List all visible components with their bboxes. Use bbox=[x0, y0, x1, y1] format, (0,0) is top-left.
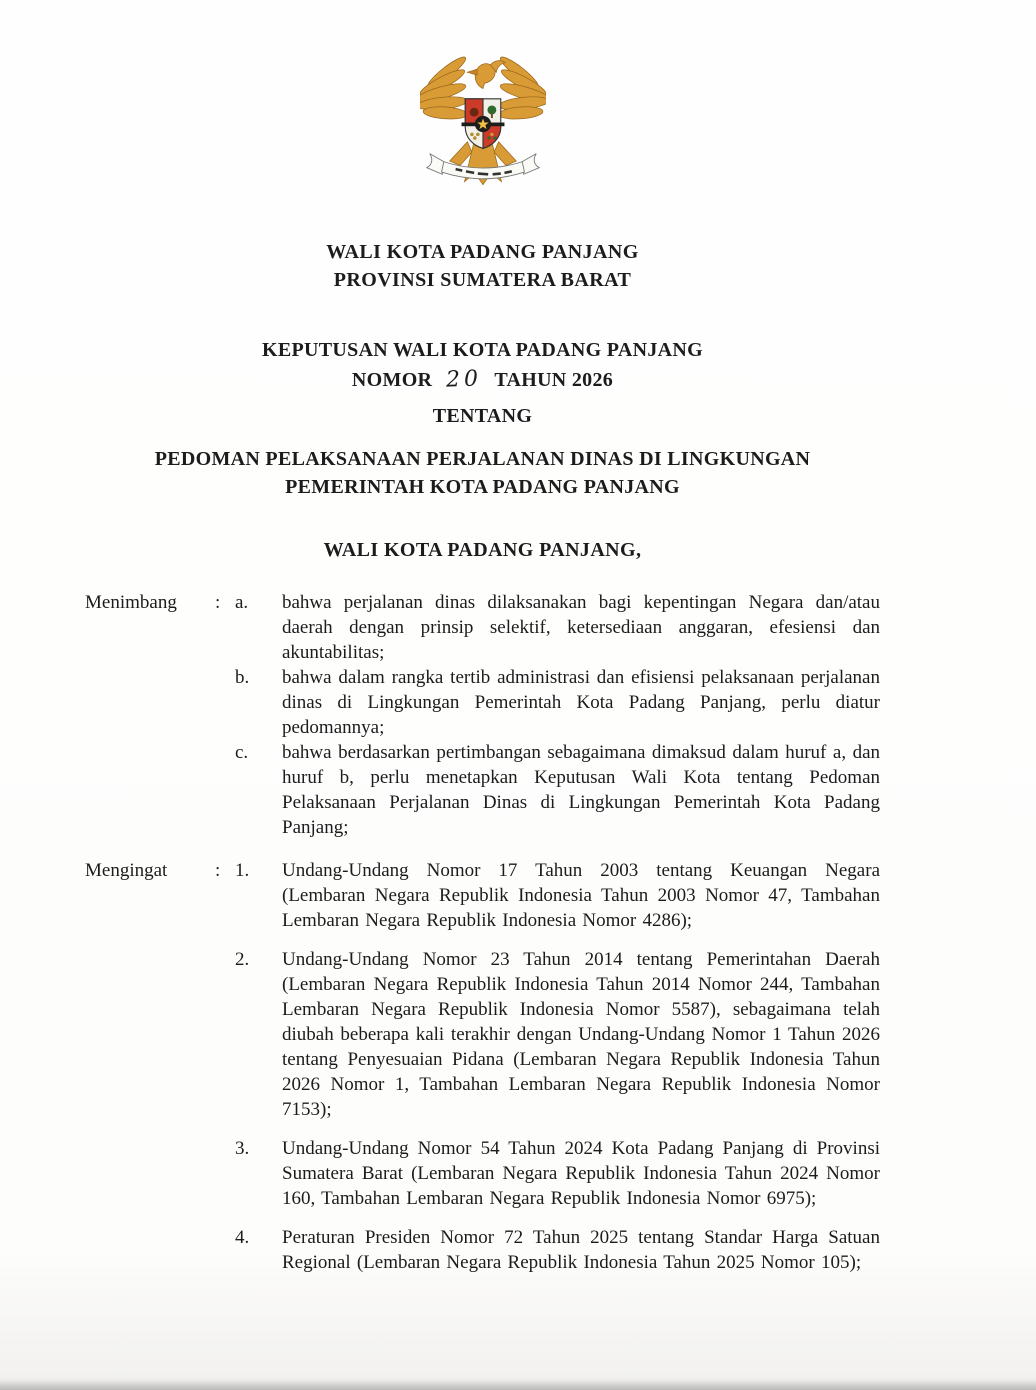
letterhead-line2: PROVINSI SUMATERA BARAT bbox=[333, 269, 632, 291]
letterhead bbox=[85, 238, 880, 294]
mengingat-label: Mengingat bbox=[85, 860, 168, 881]
decree-subject-line2: PEMERINTAH KOTA PADANG PANJANG bbox=[285, 476, 680, 498]
decree-number-handwritten: 20 bbox=[445, 366, 483, 393]
item-marker: 2. bbox=[235, 949, 250, 970]
mengingat-section bbox=[85, 858, 880, 1275]
nomor-year: TAHUN 2026 bbox=[494, 369, 614, 391]
mengingat-items bbox=[235, 858, 880, 1275]
item-marker: a. bbox=[235, 592, 249, 613]
item-marker: 4. bbox=[235, 1227, 250, 1248]
menimbang-item-a bbox=[235, 590, 880, 665]
salutation: WALI KOTA PADANG PANJANG, bbox=[323, 539, 642, 561]
menimbang-item-c bbox=[235, 740, 880, 840]
mengingat-item-1 bbox=[235, 858, 880, 933]
item-marker: c. bbox=[235, 742, 249, 763]
letterhead-line1: WALI KOTA PADANG PANJANG bbox=[326, 241, 639, 263]
item-text: bahwa berdasarkan pertimbangan sebagaimana dimaksud dalam huruf a, dan huruf b, perlu menetapkan Keputusan Wali Kota tentang Pedoman Pelaksanaan Perjalanan Dinas di Lingkungan Pemerintah Kota Padang Panjang; bbox=[282, 742, 880, 838]
menimbang-item-b bbox=[235, 665, 880, 740]
menimbang-label: Menimbang bbox=[85, 592, 177, 613]
item-text: bahwa perjalanan dinas dilaksanakan bagi kepentingan Negara dan/atau daerah dengan prinsip selektif, ketersediaan anggaran, efesiensi dan akuntabilitas; bbox=[282, 592, 880, 663]
mengingat-colon: : bbox=[215, 860, 221, 881]
decree-subject-line1: PEDOMAN PELAKSANAAN PERJALANAN DINAS DI LINGKUNGAN bbox=[154, 448, 811, 470]
menimbang-colon: : bbox=[215, 592, 221, 613]
item-text: bahwa dalam rangka tertib administrasi dan efisiensi pelaksanaan perjalanan dinas di Lingkungan Pemerintah Kota Padang Panjang, perlu diatur pedomannya; bbox=[282, 667, 880, 738]
mengingat-item-3 bbox=[235, 1136, 880, 1211]
decree-subject bbox=[85, 445, 880, 501]
scan-bottom-edge bbox=[0, 1380, 1036, 1390]
decree-title: KEPUTUSAN WALI KOTA PADANG PANJANG bbox=[262, 339, 703, 361]
menimbang-section bbox=[85, 590, 880, 840]
item-marker: 3. bbox=[235, 1138, 250, 1159]
item-text: Undang-Undang Nomor 23 Tahun 2014 tentang Pemerintahan Daerah (Lembaran Negara Republik Indonesia Tahun 2014 Nomor 244, Tambahan Lembaran Negara Republik Indonesia Nomor 5587), sebagaimana telah diubah beberapa kali terakhir dengan Undang-Undang Nomor 1 Tahun 2026 tentang Penyesuaian Pidana (Lembaran Negara Republik Indonesia Tahun 2026 Nomor 1, Tambahan Lembaran Negara Republik Indonesia Nomor 7153); bbox=[282, 949, 880, 1120]
item-text: Peraturan Presiden Nomor 72 Tahun 2025 tentang Standar Harga Satuan Regional (Lembaran Negara Republik Indonesia Tahun 2025 Nomor 105); bbox=[282, 1227, 880, 1273]
decree-title-block bbox=[85, 336, 880, 501]
decree-number-line bbox=[85, 366, 880, 394]
garuda-pancasila-emblem-icon bbox=[420, 50, 546, 198]
emblem-container bbox=[85, 50, 880, 202]
mengingat-item-4 bbox=[235, 1225, 880, 1275]
item-text: Undang-Undang Nomor 17 Tahun 2003 tentang Keuangan Negara (Lembaran Negara Republik Indonesia Tahun 2003 Nomor 47, Tambahan Lembaran Negara Republik Indonesia Nomor 4286); bbox=[282, 860, 880, 931]
item-marker: 1. bbox=[235, 860, 250, 881]
menimbang-items bbox=[235, 590, 880, 840]
mengingat-item-2 bbox=[235, 947, 880, 1122]
item-marker: b. bbox=[235, 667, 250, 688]
item-text: Undang-Undang Nomor 54 Tahun 2024 Kota Padang Panjang di Provinsi Sumatera Barat (Lembaran Negara Republik Indonesia Tahun 2024 Nomor 160, Tambahan Lembaran Negara Republik Indonesia Nomor 6975); bbox=[282, 1138, 880, 1209]
tentang-label: TENTANG bbox=[432, 405, 533, 427]
nomor-label: NOMOR bbox=[351, 369, 433, 391]
